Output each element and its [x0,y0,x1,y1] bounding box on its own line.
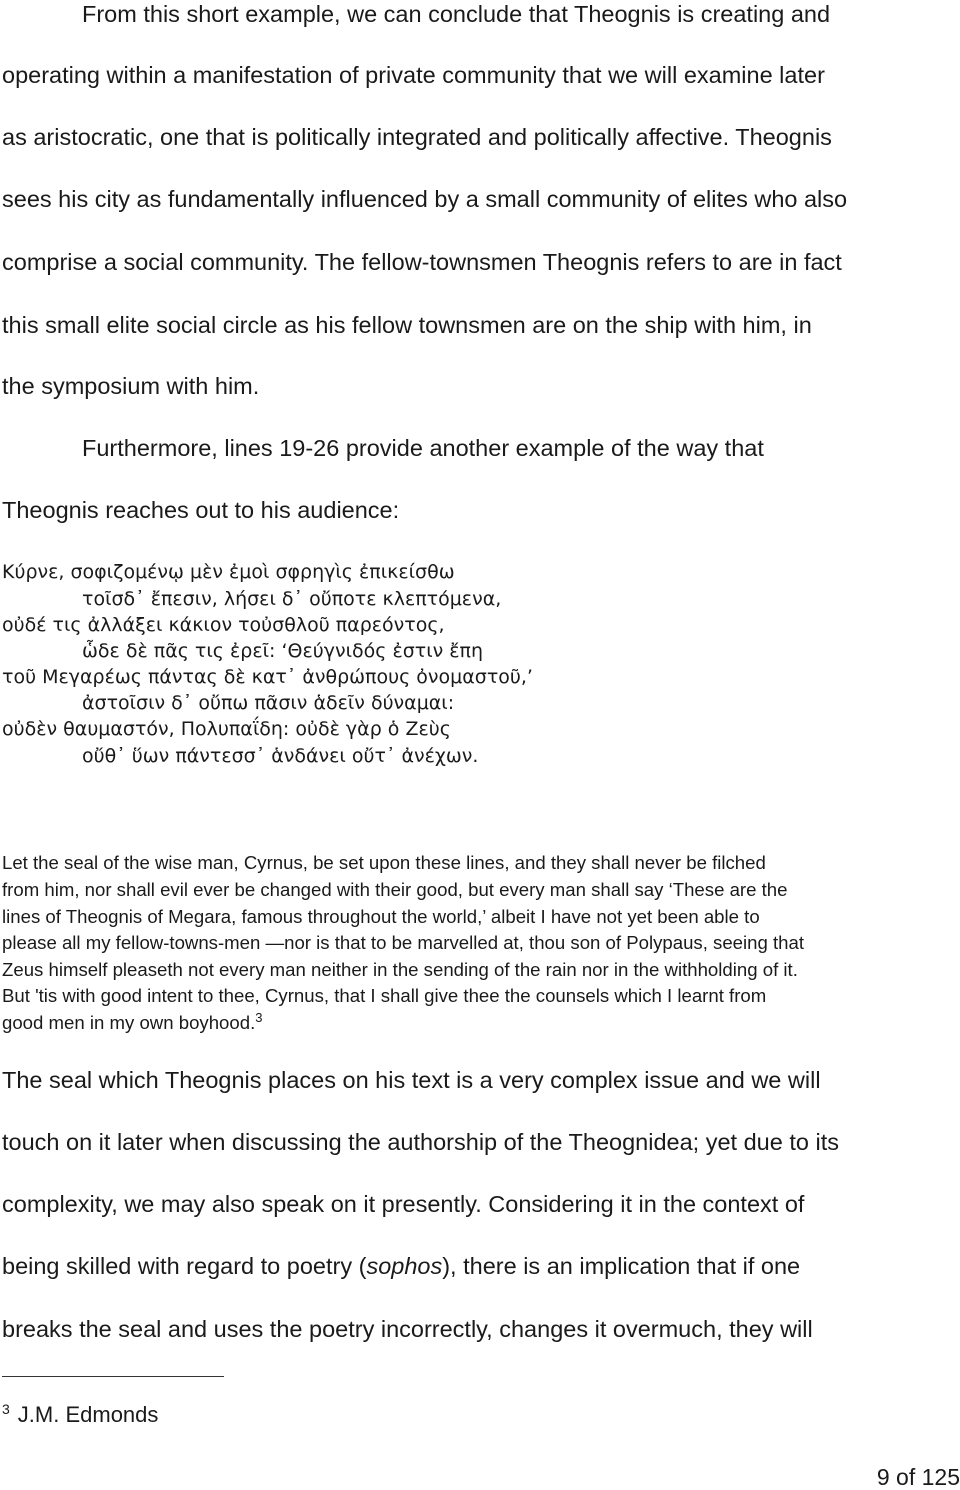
translation-line: lines of Theognis of Megara, famous throughout the world,’ albeit I have not yet been able to [2,906,760,927]
paragraph-line: as aristocratic, one that is politically integrated and politically affective. Theognis [2,124,832,150]
paragraph-text: ), there is an implication that if one [442,1253,801,1279]
translation-line: Zeus himself pleaseth not every man neither in the sending of the rain nor in the withholding of it. [2,959,798,980]
translation-line: please all my fellow-towns-men —nor is that to be marvelled at, thou son of Polypaus, seeing that [2,932,805,953]
paragraph-line: Furthermore, lines 19-26 provide another example of the way that [82,435,764,461]
footnote [2,1402,158,1428]
verse-line: οὐδὲν θαυμαστόν, Πολυπαΐδη: οὐδὲ γὰρ ὁ Ζεὺς [2,718,451,740]
paragraph-line [2,1252,800,1280]
translation-line-text: good men in my own boyhood. [2,1012,256,1033]
verse-line: ἀστοῖσιν δ᾽ οὔπω πᾶσιν ἁδεῖν δύναμαι: [82,692,455,714]
footnote-divider [2,1376,224,1377]
translation-line: Let the seal of the wise man, Cyrnus, be set upon these lines, and they shall never be filched [2,852,766,873]
verse-line: οὐδέ τις ἀλλάξει κάκιον τοὐσθλοῦ παρεόντος, [2,614,445,636]
paragraph-line: From this short example, we can conclude that Theognis is creating and [82,1,831,27]
footnote-reference[interactable]: 3 [255,1009,263,1025]
paragraph-text: being skilled with regard to poetry ( [2,1253,367,1279]
verse-line: οὔθ᾽ ὕων πάντεσσ᾽ ἁνδάνει οὔτ᾽ ἀνέχων. [82,745,479,767]
verse-line: Κύρνε, σοφιζομένῳ μὲν ἐμοὶ σφρηγὶς ἐπικείσθω [2,561,455,583]
paragraph-line: complexity, we may also speak on it presently. Considering it in the context of [2,1191,805,1217]
paragraph-line: Theognis reaches out to his audience: [2,497,400,523]
paragraph-line: this small elite social circle as his fellow townsmen are on the ship with him, in [2,312,812,338]
footnote-text: J.M. Edmonds [17,1402,159,1427]
paragraph-line: breaks the seal and uses the poetry incorrectly, changes it overmuch, they will [2,1316,813,1342]
verse-line: ὧδε δὲ πᾶς τις ἐρεῖ: ‘Θεύγνιδός ἐστιν ἔπη [82,640,484,662]
verse-line: τοῖσδ᾽ ἔπεσιν, λήσει δ᾽ οὔποτε κλεπτόμενα, [82,588,502,610]
page-number: 9 of 125 [876,1464,960,1490]
italic-term: sophos [366,1253,443,1279]
paragraph-line: touch on it later when discussing the authorship of the Theognidea; yet due to its [2,1129,839,1155]
translation-line: from him, nor shall evil ever be changed with their good, but every man shall say ‘These are the [2,879,788,900]
translation-line [2,1009,263,1034]
translation-line: But 'tis with good intent to thee, Cyrnus, that I shall give thee the counsels which I learnt from [2,985,767,1006]
paragraph-line: The seal which Theognis places on his text is a very complex issue and we will [2,1067,821,1093]
paragraph-line: sees his city as fundamentally influenced by a small community of elites who also [2,186,848,212]
verse-line: τοῦ Μεγαρέως πάντας δὲ κατ᾽ ἀνθρώπους ὀνομαστοῦ,’ [2,666,533,688]
paragraph-line: comprise a social community. The fellow-townsmen Theognis refers to are in fact [2,249,842,275]
paragraph-line: the symposium with him. [2,373,260,399]
paragraph-line: operating within a manifestation of private community that we will examine later [2,62,825,88]
footnote-marker: 3 [2,1400,10,1417]
